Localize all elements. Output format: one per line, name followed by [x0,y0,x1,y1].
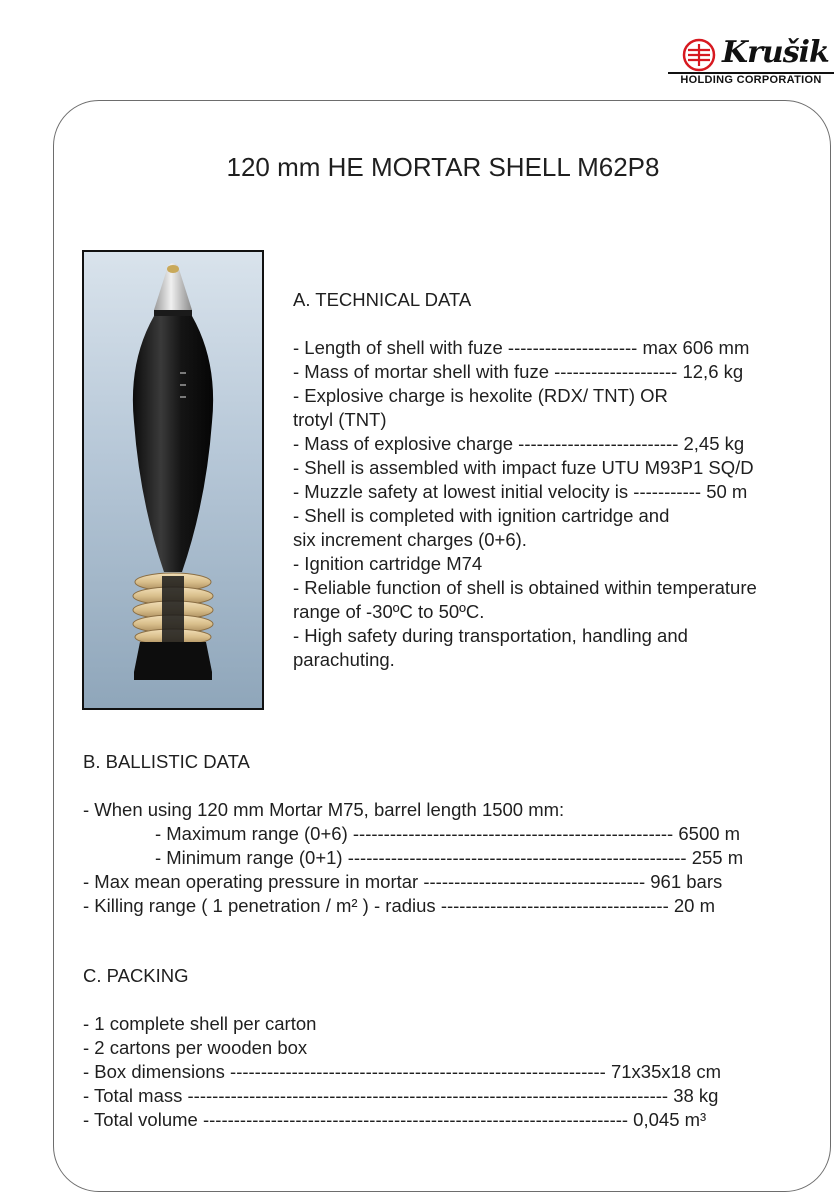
technical-line: - Mass of explosive charge -------------------------- 2,45 kg [293,433,745,454]
technical-line: parachuting. [293,649,395,670]
packing-line: - 2 cartons per wooden box [83,1037,308,1058]
technical-line: - Muzzle safety at lowest initial velocity is ----------- 50 m [293,481,748,502]
technical-data-section [293,288,757,672]
krusik-emblem-icon [682,38,716,72]
logo-wordmark: Krušik [722,35,829,70]
technical-line: - High safety during transportation, handling and [293,625,688,646]
company-logo [668,34,834,90]
mortar-shell-illustration [84,252,262,708]
packing-line: - Box dimensions ------------------------------------------------------------- 71x35x18 cm [83,1061,722,1082]
shell-photo [82,250,264,710]
logo-subtitle: HOLDING CORPORATION [680,74,822,86]
ballistic-data-heading: B. BALLISTIC DATA [83,751,250,772]
technical-data-heading: A. TECHNICAL DATA [293,289,472,310]
spacer [293,312,757,336]
technical-line: - Explosive charge is hexolite (RDX/ TNT) OR [293,385,668,406]
technical-line: six increment charges (0+6). [293,529,527,550]
technical-line: - Reliable function of shell is obtained within temperature [293,577,757,598]
technical-line: - Mass of mortar shell with fuze -------------------- 12,6 kg [293,361,744,382]
technical-line: - Length of shell with fuze --------------------- max 606 mm [293,337,750,358]
ballistic-line: - Killing range ( 1 penetration / m² ) - radius ------------------------------------- 20 m [83,895,716,916]
ballistic-line: - Maximum range (0+6) ---------------------------------------------------- 6500 m [83,823,741,844]
technical-line: - Shell is assembled with impact fuze UTU M93P1 SQ/D [293,457,754,478]
technical-line: range of -30ºC to 50ºC. [293,601,485,622]
ballistic-line: - Max mean operating pressure in mortar ------------------------------------ 961 bars [83,871,723,892]
packing-line: - 1 complete shell per carton [83,1013,317,1034]
packing-heading: C. PACKING [83,965,189,986]
packing-line: - Total volume --------------------------------------------------------------------- 0,045 m³ [83,1109,707,1130]
page-title: 120 mm HE MORTAR SHELL M62P8 [226,152,660,182]
ballistic-line: - When using 120 mm Mortar M75, barrel length 1500 mm: [83,799,565,820]
technical-line: - Ignition cartridge M74 [293,553,483,574]
technical-line: - Shell is completed with ignition cartridge and [293,505,670,526]
packing-section [83,1012,721,1132]
ballistic-line: - Minimum range (0+1) ------------------------------------------------------- 255 m [83,847,744,868]
packing-line: - Total mass ------------------------------------------------------------------------------ 38 kg [83,1085,719,1106]
ballistic-data-section [83,798,743,918]
technical-line: trotyl (TNT) [293,409,387,430]
